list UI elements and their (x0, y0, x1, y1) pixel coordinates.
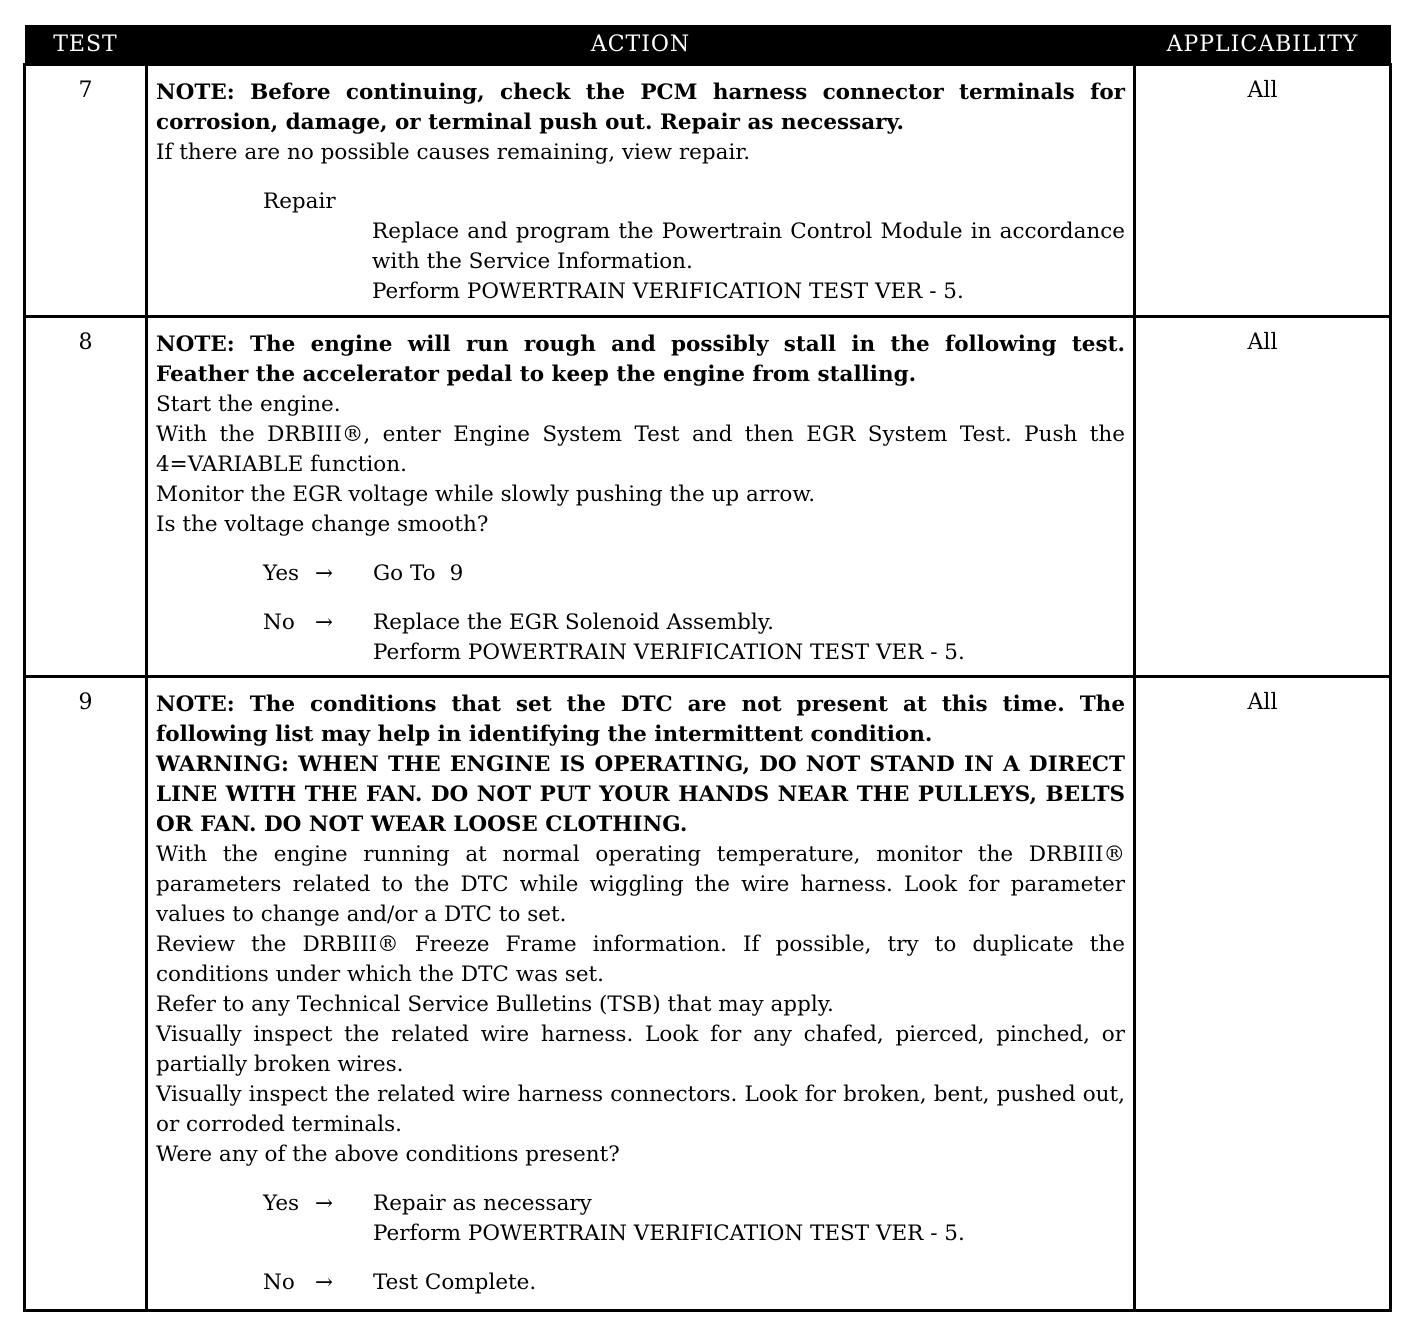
goto-label: Go To (373, 561, 436, 586)
question-text: Is the voltage change smooth? (156, 512, 489, 537)
warning-text: WARNING: WHEN THE ENGINE IS OPERATING, DO NOT STAND IN A DIRECT LINE WITH THE FAN. DO NOT PUT YOUR HANDS NEAR THE PULLEYS, BELTS OR FAN. DO NOT WEAR LOOSE CLOTHING. (156, 752, 1125, 837)
diagnostic-test-table (23, 25, 1389, 1315)
no-answer (263, 1268, 1125, 1298)
yes-verification: Perform POWERTRAIN VERIFICATION TEST VER - 5. (373, 1221, 965, 1246)
header-action: ACTION (147, 25, 1135, 65)
instruction-text: If there are no possible causes remaining, view repair. (156, 140, 751, 165)
instruction-text: Review the DRBIII® Freeze Frame information. If possible, try to duplicate the conditions under which the DTC was set. (156, 932, 1125, 987)
test-number: 9 (25, 677, 147, 1311)
arrow-icon: → (315, 1270, 334, 1295)
action-cell (147, 65, 1135, 317)
applicability-value: All (1135, 65, 1391, 317)
applicability-value: All (1135, 677, 1391, 1311)
repair-verification: Perform POWERTRAIN VERIFICATION TEST VER - 5. (372, 279, 964, 304)
no-action: Replace the EGR Solenoid Assembly. (373, 610, 774, 635)
repair-text: Replace and program the Powertrain Control Module in accordance with the Service Information. (372, 219, 1125, 274)
goto-number: 9 (449, 561, 464, 586)
instruction-text: Refer to any Technical Service Bulletins (TSB) that may apply. (156, 992, 834, 1017)
question-text: Were any of the above conditions present? (156, 1142, 620, 1167)
instruction-text: With the engine running at normal operating temperature, monitor the DRBIII® parameters related to the DTC while wiggling the wire harness. Look for parameter values to change and/or a DTC to set. (156, 842, 1125, 927)
test-number: 8 (25, 317, 147, 677)
header-applicability: APPLICABILITY (1135, 25, 1391, 65)
note-text: NOTE: The conditions that set the DTC are not present at this time. The following list may help in identifying the intermittent condition. (156, 692, 1125, 747)
no-answer (263, 608, 1125, 668)
table-row (25, 677, 1391, 1311)
no-text: Test Complete. (373, 1270, 537, 1295)
no-label: No (263, 1270, 295, 1295)
yes-action: Repair as necessary (373, 1191, 592, 1216)
note-text: NOTE: Before continuing, check the PCM harness connector terminals for corrosion, damage, or terminal push out. Repair as necessary. (156, 80, 1125, 135)
note-text: NOTE: The engine will run rough and possibly stall in the following test. Feather the accelerator pedal to keep the engine from stalling. (156, 332, 1125, 387)
yes-answer (263, 1189, 1125, 1249)
yes-label: Yes (263, 561, 300, 586)
goto-text (373, 559, 1125, 589)
applicability-value: All (1135, 317, 1391, 677)
header-row (25, 25, 1391, 65)
instruction-text: Monitor the EGR voltage while slowly pushing the up arrow. (156, 482, 816, 507)
instruction-text: With the DRBIII®, enter Engine System Test and then EGR System Test. Push the 4=VARIABLE function. (156, 422, 1125, 477)
no-label: No (263, 610, 295, 635)
table-row (25, 65, 1391, 317)
header-test: TEST (25, 25, 147, 65)
action-cell (147, 317, 1135, 677)
repair-label: Repair (263, 189, 336, 214)
yes-answer (263, 559, 1125, 589)
no-text (373, 608, 1125, 668)
yes-text (373, 1189, 1125, 1249)
instruction-text: Start the engine. (156, 392, 341, 417)
yes-label: Yes (263, 1191, 300, 1216)
no-verification: Perform POWERTRAIN VERIFICATION TEST VER - 5. (373, 640, 965, 665)
arrow-icon: → (315, 561, 334, 586)
arrow-icon: → (315, 1191, 334, 1216)
instruction-text: Visually inspect the related wire harness connectors. Look for broken, bent, pushed out, or corroded terminals. (156, 1082, 1125, 1137)
instruction-text: Visually inspect the related wire harness. Look for any chafed, pierced, pinched, or partially broken wires. (156, 1022, 1125, 1077)
arrow-icon: → (315, 610, 334, 635)
table-row (25, 317, 1391, 677)
test-number: 7 (25, 65, 147, 317)
action-cell (147, 677, 1135, 1311)
test-table (23, 25, 1392, 1312)
